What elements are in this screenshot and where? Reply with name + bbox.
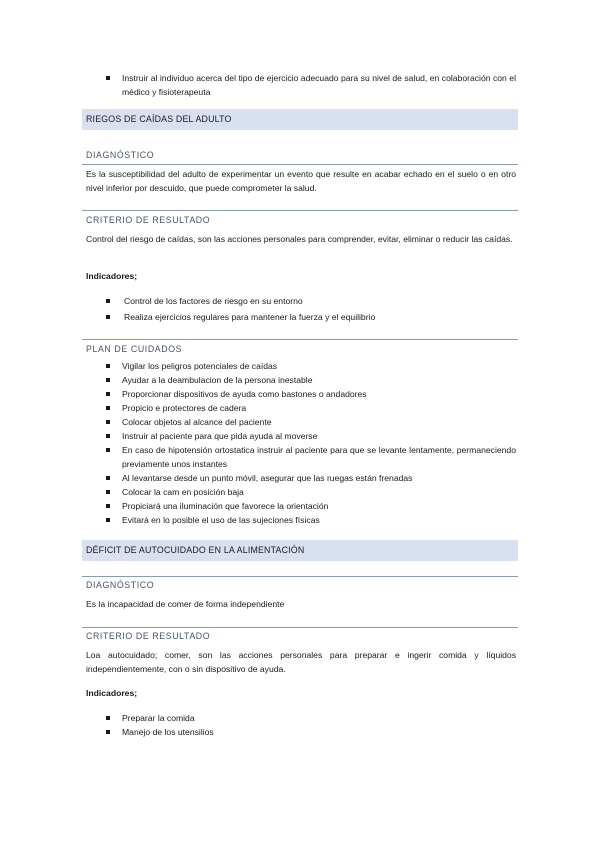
diagnostico-text: Es la susceptibilidad del adulto de experimentar un evento que resulte en acabar echado en el suelo o en otro nivel inferior por descuido, que puede comprometer la salud. (86, 169, 516, 193)
indicadores-label-wrap (86, 269, 516, 283)
list-item: Evitará en lo posible el uso de las sujeciones físicas (86, 513, 516, 527)
criterio-label: CRITERIO DE RESULTADO (86, 631, 211, 641)
section-rule (82, 164, 518, 165)
list-item: Ayudar a la deambulacion de la persona inestable (86, 373, 516, 387)
list-item: Control de los factores de riesgo en su entorno (86, 294, 516, 308)
indicadores-label: Indicadores; (86, 271, 138, 281)
list-item: Colocar la cam en posición baja (86, 485, 516, 499)
section-heading-caidas: RIEGOS DE CAÍDAS DEL ADULTO (82, 109, 518, 130)
diagnostico-label: DIAGNÓSTICO (86, 150, 155, 160)
diagnostico-text: Es la incapacidad de comer de forma independiente (86, 599, 285, 609)
section-rule (82, 627, 518, 628)
list-item: Instruir al individuo acerca del tipo de ejercicio adecuado para su nivel de salud, en colaboración con el médico y fisioterapeuta (86, 71, 516, 99)
list-item: Propicio e protectores de cadera (86, 401, 516, 415)
indicadores-list (86, 294, 516, 324)
section-rule (82, 576, 518, 577)
list-item: Propiciará una iluminación que favorece la orientación (86, 499, 516, 513)
list-item: Colocar objetos al alcance del paciente (86, 415, 516, 429)
criterio-text: Loa autocuidado; comer, son las acciones personales para preparar e ingerir comida y líquidos independientemente, con o sin dispositivo de ayuda. (86, 650, 516, 674)
indicadores-label-wrap (86, 686, 516, 700)
list-item: Proporcionar dispositivos de ayuda como bastones o andadores (86, 387, 516, 401)
plan-label: PLAN DE CUIDADOS (86, 344, 183, 354)
list-item: Realiza ejercicios regulares para mantener la fuerza y el equilibrio (86, 310, 516, 324)
diagnostico-label: DIAGNÓSTICO (86, 580, 155, 590)
list-item: Manejo de los utensilios (86, 725, 516, 739)
intro-bullet-block (86, 71, 516, 99)
section-heading-alimentacion: DÉFICIT DE AUTOCUIDADO EN LA ALIMENTACIÓN (82, 540, 518, 561)
section-rule (82, 339, 518, 340)
indicadores-list (86, 711, 516, 739)
criterio-label: CRITERIO DE RESULTADO (86, 215, 211, 225)
list-item: Instruir al paciente para que pida ayuda al moverse (86, 429, 516, 443)
list-item: Preparar la comida (86, 711, 516, 725)
list-item: En caso de hipotensión ortostatica instruir al paciente para que se levante lentamente, permaneciendo previamente unos instantes (86, 443, 516, 471)
plan-list (86, 359, 516, 527)
section-rule (82, 210, 518, 211)
indicadores-label: Indicadores; (86, 688, 138, 698)
list-item: Vigilar los peligros potenciales de caídas (86, 359, 516, 373)
criterio-text: Control del riesgo de caídas, son las acciones personales para comprender, evitar, eliminar o reducir las caídas. (86, 234, 513, 244)
list-item: Al levantarse desde un punto móvil, asegurar que las ruegas están frenadas (86, 471, 516, 485)
